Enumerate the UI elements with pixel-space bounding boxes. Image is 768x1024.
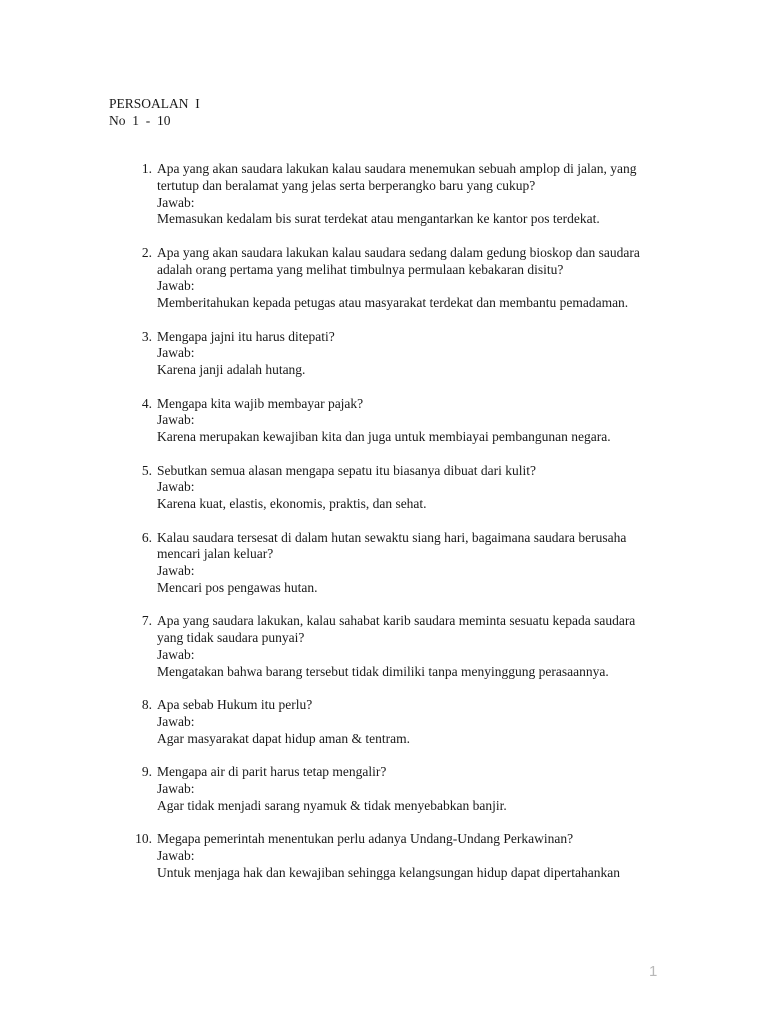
question-number: 9. bbox=[141, 764, 152, 780]
answer-text: Memasukan kedalam bis surat terdekat atau mengantarkan ke kantor pos terdekat. bbox=[157, 211, 600, 227]
question-item bbox=[0, 530, 768, 597]
answer-label: Jawab: bbox=[157, 646, 195, 662]
heading-title: PERSOALAN I bbox=[109, 96, 200, 111]
question-number: 10. bbox=[135, 831, 152, 847]
question-item bbox=[0, 161, 768, 228]
question-text: Megapa pemerintah menentukan perlu adanya Undang-Undang Perkawinan? bbox=[157, 831, 574, 847]
answer-label: Jawab: bbox=[157, 479, 195, 495]
document-heading bbox=[109, 95, 200, 129]
question-item bbox=[0, 329, 768, 379]
question-item bbox=[0, 245, 768, 312]
answer-label: Jawab: bbox=[157, 345, 195, 361]
answer-label: Jawab: bbox=[157, 563, 195, 579]
answer-label: Jawab: bbox=[157, 713, 195, 729]
answer-text: Agar masyarakat dapat hidup aman & tentram. bbox=[157, 730, 411, 746]
answer-text: Mengatakan bahwa barang tersebut tidak dimiliki tanpa menyinggung perasaannya. bbox=[157, 663, 609, 679]
question-item bbox=[0, 396, 768, 446]
question-text: Apa sebab Hukum itu perlu? bbox=[157, 697, 313, 713]
question-text: Apa yang akan saudara lakukan kalau saudara menemukan sebuah amplop di jalan, yang tertutup dan beralamat yang jelas serta berperangko baru yang cukup? bbox=[157, 161, 637, 193]
answer-text: Karena kuat, elastis, ekonomis, praktis, dan sehat. bbox=[157, 496, 427, 512]
question-number: 2. bbox=[141, 244, 152, 260]
answer-label: Jawab: bbox=[157, 847, 195, 863]
page-number: 1 bbox=[649, 963, 658, 980]
question-number: 3. bbox=[141, 328, 152, 344]
heading-range: No 1 - 10 bbox=[109, 113, 171, 128]
answer-label: Jawab: bbox=[157, 412, 195, 428]
question-number: 6. bbox=[141, 529, 152, 545]
question-number: 4. bbox=[141, 395, 152, 411]
question-item bbox=[0, 831, 768, 881]
question-text: Apa yang akan saudara lakukan kalau saudara sedang dalam gedung bioskop dan saudara adalah orang pertama yang melihat timbulnya permulaan kebakaran disitu? bbox=[157, 244, 640, 277]
question-text: Mengapa jajni itu harus ditepati? bbox=[157, 328, 335, 344]
answer-text: Mencari pos pengawas hutan. bbox=[157, 579, 318, 595]
question-number: 7. bbox=[141, 613, 152, 629]
answer-text: Karena janji adalah hutang. bbox=[157, 362, 306, 378]
question-item bbox=[0, 764, 768, 814]
question-text: Kalau saudara tersesat di dalam hutan sewaktu siang hari, bagaimana saudara berusaha mencari jalan keluar? bbox=[157, 529, 627, 562]
answer-label: Jawab: bbox=[157, 780, 195, 796]
question-item bbox=[0, 613, 768, 680]
question-text: Mengapa kita wajib membayar pajak? bbox=[157, 395, 364, 411]
answer-text: Untuk menjaga hak dan kewajiban sehingga kelangsungan hidup dapat dipertahankan bbox=[157, 864, 620, 880]
question-number: 5. bbox=[141, 462, 152, 478]
question-number: 8. bbox=[141, 697, 152, 713]
question-text: Apa yang saudara lakukan, kalau sahabat karib saudara meminta sesuatu kepada saudara yang tidak saudara punyai? bbox=[157, 613, 636, 646]
question-text: Sebutkan semua alasan mengapa sepatu itu biasanya dibuat dari kulit? bbox=[157, 462, 537, 478]
question-item bbox=[0, 463, 768, 513]
answer-text: Agar tidak menjadi sarang nyamuk & tidak menyebabkan banjir. bbox=[157, 797, 507, 813]
question-list bbox=[0, 161, 768, 898]
question-number: 1. bbox=[141, 161, 152, 176]
answer-label: Jawab: bbox=[157, 194, 195, 210]
question-text: Mengapa air di parit harus tetap mengalir? bbox=[157, 764, 387, 780]
answer-label: Jawab: bbox=[157, 278, 195, 294]
answer-text: Memberitahukan kepada petugas atau masyarakat terdekat dan membantu pemadaman. bbox=[157, 295, 629, 311]
answer-text: Karena merupakan kewajiban kita dan juga untuk membiayai pembangunan negara. bbox=[157, 429, 611, 445]
question-item bbox=[0, 697, 768, 747]
